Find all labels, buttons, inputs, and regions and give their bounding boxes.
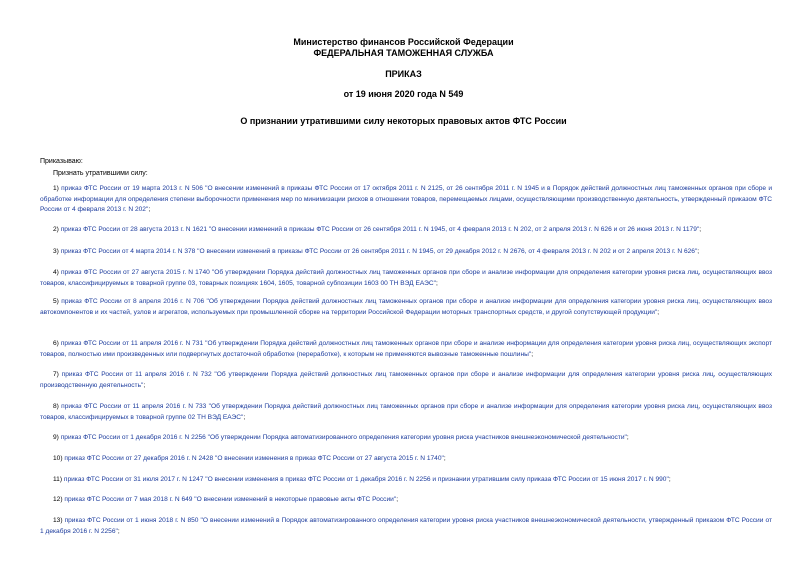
item-link[interactable]: приказ ФТС России от 27 августа 2015 г. N 1740 "Об утверждении Порядка действий должностных лиц таможенных органов при сборе и анализе информации для определения категории уровня риска лиц, осуществляющих ввоз товаров, классифицируемых в товарной группе 03, товарных позициях 1604, 1605, товарной субпозиции 1603 00 ТН ВЭД ЕАЭС" xyxy=(40,269,772,287)
item-link[interactable]: приказ ФТС России от 11 апреля 2016 г. N 731 "Об утверждении Порядка действий должностных лиц таможенных органов при сборе и анализе информации для определения категории уровня риска лиц, осуществляющих экспорт товаров, полностью ими произведенных или подвергнутых достаточной обработке (переработке), к которым не применяются вывозные таможенные пошлины" xyxy=(40,340,772,358)
ministry-name: Министерство финансов Российской Федерации xyxy=(293,37,514,47)
list-item xyxy=(40,402,772,423)
item-prefix: 8) xyxy=(53,403,62,410)
item-suffix: ; xyxy=(531,350,534,358)
item-prefix: 6) xyxy=(53,340,61,347)
item-prefix: 13) xyxy=(53,517,65,524)
item-link[interactable]: приказ ФТС России от 8 апреля 2016 г. N 706 "Об утверждении Порядка действий должностных лиц таможенных органов при сборе и анализе информации для определения категории уровня риска лиц, осуществляющих ввоз автокомпонентов и их частей, узлов и агрегатов, используемых при промышленной сборке на территории Российской Федерации моторных транспортных средств, и другой сопутствующей продукции" xyxy=(40,298,773,316)
order-word: Приказываю: xyxy=(40,158,83,165)
item-suffix: ; xyxy=(443,455,446,462)
list-item xyxy=(40,516,772,537)
item-suffix: ; xyxy=(697,248,700,255)
item-prefix: 5) xyxy=(53,298,62,305)
doc-type: ПРИКАЗ xyxy=(385,69,422,79)
item-suffix: ; xyxy=(699,226,702,233)
item-link[interactable]: приказ ФТС России от 19 марта 2013 г. N 506 "О внесении изменений в приказы ФТС России от 17 октября 2011 г. N 2125, от 26 сентября 2011 г. N 1945 и в Порядок действий должностных лиц таможенных органов при сборе и обработке информации для определения степени выборочности применения мер по минимизации рисков в отношении товаров, перемещаемых лицами, осуществляющими производственную деятельность, утвержденный приказом ФТС России от 4 февраля 2013 г. N 202" xyxy=(40,185,772,213)
item-suffix: ; xyxy=(396,496,399,503)
doc-title: О признании утратившими силу некоторых правовых актов ФТС России xyxy=(240,116,567,126)
item-prefix: 9) xyxy=(53,434,61,441)
item-link[interactable]: приказ ФТС России от 1 декабря 2016 г. N 2256 "Об утверждении Порядка автоматизированного определения категории уровня риска участников внешнеэкономической деятельности" xyxy=(60,434,627,441)
list-item xyxy=(40,495,772,506)
item-suffix: ; xyxy=(148,206,151,213)
item-prefix: 11) xyxy=(53,476,64,483)
item-prefix: 1) xyxy=(53,185,62,192)
doc-date-number: от 19 июня 2020 года N 549 xyxy=(343,89,464,99)
item-link[interactable]: приказ ФТС России от 4 марта 2014 г. N 378 "О внесении изменений в приказы ФТС России от 26 сентября 2011 г. N 1945, от 29 декабря 2012 г. N 2676, от 4 февраля 2013 г. N 202 и от 2 апреля 2013 г. N 626" xyxy=(60,248,698,255)
service-name: ФЕДЕРАЛЬНАЯ ТАМОЖЕННАЯ СЛУЖБА xyxy=(313,48,494,58)
list-item xyxy=(40,297,772,318)
item-suffix: ; xyxy=(668,476,671,483)
item-link[interactable]: приказ ФТС России от 7 мая 2018 г. N 649 "О внесении изменений в некоторые правовые акты ФТС России" xyxy=(64,496,397,503)
item-suffix: ; xyxy=(243,413,246,421)
list-item xyxy=(40,475,772,486)
list-item xyxy=(40,268,772,289)
list-item xyxy=(40,225,772,236)
item-link[interactable]: приказ ФТС России от 1 июня 2018 г. N 850 "О внесении изменений в Порядок автоматизированного определения категории уровня риска участников внешнеэкономической деятельности, утвержденный приказом ФТС России от 1 декабря 2016 г. N 2256" xyxy=(40,517,772,535)
item-prefix: 12) xyxy=(53,496,65,503)
item-link[interactable]: приказ ФТС России от 31 июля 2017 г. N 1247 "О внесении изменения в приказ ФТС России от 1 декабря 2016 г. N 2256 и признании утратившим силу приказа ФТС России от 15 июня 2017 г. N 990" xyxy=(63,476,669,483)
list-item xyxy=(40,339,772,360)
item-prefix: 7) xyxy=(53,371,62,378)
list-item xyxy=(40,184,772,216)
item-link[interactable]: приказ ФТС России от 11 апреля 2016 г. N 732 "Об утверждении Порядка действий должностных лиц таможенных органов при сборе и анализе информации для определения категории уровня риска лиц, осуществляющих производственную деятельность" xyxy=(40,371,772,389)
item-suffix: ; xyxy=(435,279,438,287)
item-prefix: 2) xyxy=(53,226,61,233)
item-link[interactable]: приказ ФТС России от 27 декабря 2016 г. N 2428 "О внесении изменения в приказ ФТС России от 27 августа 2015 г. N 1740" xyxy=(64,455,444,462)
item-link[interactable]: приказ ФТС России от 11 апреля 2016 г. N 733 "Об утверждении Порядка действий должностных лиц таможенных органов при сборе и анализе информации для определения категории уровня риска лиц, осуществляющих ввоз товаров, классифицируемых в товарной группе 02 ТН ВЭД ЕАЭС" xyxy=(40,403,772,421)
item-prefix: 4) xyxy=(53,269,61,276)
item-suffix: ; xyxy=(143,381,146,389)
item-suffix: ; xyxy=(657,308,660,316)
list-item xyxy=(40,370,772,391)
item-prefix: 10) xyxy=(53,455,65,462)
item-link[interactable]: приказ ФТС России от 28 августа 2013 г. N 1621 "О внесении изменений в приказы ФТС России от 26 сентября 2011 г. N 1945, от 4 февраля 2013 г. N 202, от 2 апреля 2013 г. N 626 и от 26 июня 2013 г. N 1179" xyxy=(60,226,700,233)
item-suffix: ; xyxy=(117,527,120,535)
list-item xyxy=(40,454,772,465)
intro-text: Признать утратившими силу: xyxy=(53,170,148,177)
item-prefix: 3) xyxy=(53,248,61,255)
item-suffix: ; xyxy=(626,434,629,441)
list-item xyxy=(40,433,772,444)
list-item xyxy=(40,247,772,258)
